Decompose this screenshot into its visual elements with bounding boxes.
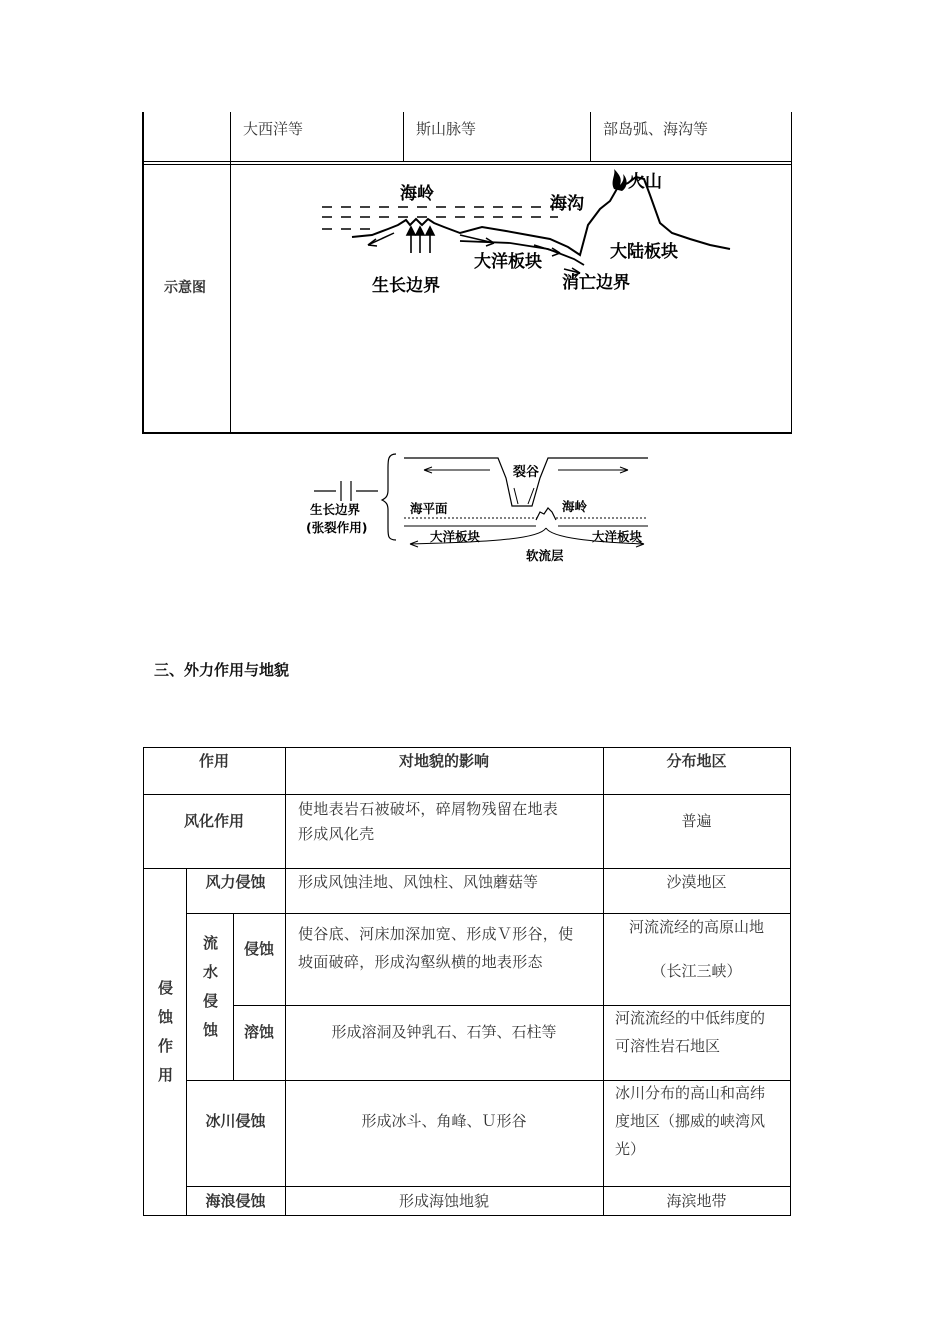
label-volcano: 火山 [628, 172, 662, 192]
upwelling-arrows [407, 227, 434, 253]
top-table-row-divider [142, 161, 792, 162]
row-water-erosion-name: 侵蚀 [243, 940, 274, 958]
water-label-char: 蚀 [203, 1021, 219, 1039]
label-ridge2: 海岭 [562, 499, 588, 514]
label-boundary-note: (张裂作用) [306, 520, 368, 535]
rift-arrows [514, 488, 534, 504]
brace [382, 454, 396, 540]
row-wind-effect: 形成风蚀洼地、风蚀柱、风蚀蘑菇等 [298, 873, 539, 891]
row-karst-region-line1: 河流流经的中低纬度的 [615, 1009, 766, 1027]
label-ridge: 海岭 [400, 184, 434, 204]
row-weathering-name: 风化作用 [183, 812, 244, 830]
erosion-label-char: 蚀 [158, 1008, 174, 1026]
label-sea-level: 海平面 [410, 501, 448, 516]
label-plate-right: 大洋板块 [592, 529, 643, 544]
row-weathering-region: 普遍 [681, 812, 712, 830]
label-rift: 裂谷 [513, 465, 540, 480]
label-plate-left: 大洋板块 [430, 529, 481, 544]
erosion-label-char: 用 [158, 1066, 174, 1084]
rift-diagram [300, 448, 670, 568]
row-wave-name: 海浪侵蚀 [205, 1192, 266, 1210]
label-oceanic-plate: 大洋板块 [474, 252, 542, 272]
plate-boundary-diagram [310, 165, 750, 300]
header-effect: 对地貌的影响 [398, 752, 489, 770]
volcano-icon [613, 169, 627, 191]
table-right-border [790, 747, 791, 1216]
water-label-char: 水 [203, 963, 219, 981]
row-glacier-region-line1: 冰川分布的高山和高纬 [615, 1084, 766, 1102]
label-growing-boundary: 生长边界 [372, 276, 440, 296]
row-weathering-effect-line2: 形成风化壳 [298, 825, 375, 843]
cell-atlantic: 大西洋等 [243, 120, 304, 138]
label-boundary: 生长边界 [310, 502, 361, 517]
row-weathering-effect-line1: 使地表岩石被破坏，碎屑物残留在地表 [298, 800, 559, 818]
row-water-erosion-effect-line1: 使谷底、河床加深加宽、形成Ｖ形谷，使 [298, 925, 574, 943]
row-divider [143, 868, 791, 869]
row-glacier-region-line3: 光） [615, 1140, 646, 1158]
row-glacier-name: 冰川侵蚀 [205, 1112, 266, 1130]
row-divider [233, 1005, 791, 1006]
row-water-erosion-effect-line2: 坡面破碎，形成沟壑纵横的地表形态 [298, 953, 543, 971]
arrowhead [368, 239, 377, 246]
row-karst-region-line2: 可溶性岩石地区 [615, 1037, 721, 1055]
header-region: 分布地区 [666, 752, 727, 770]
row-glacier-region-line2: 度地区（挪威的峡湾风 [615, 1112, 766, 1130]
row-wave-region: 海滨地带 [666, 1192, 727, 1210]
row-wind-region: 沙漠地区 [666, 873, 727, 891]
row-water-erosion-region-line2: （长江三峡） [651, 962, 742, 980]
section-title: 三、外力作用与地貌 [154, 661, 290, 679]
erosion-label-char: 侵 [158, 979, 174, 997]
col-divider [186, 868, 187, 1216]
row-karst-name: 溶蚀 [243, 1023, 274, 1041]
top-table-bottom-border [142, 432, 792, 434]
row-glacier-effect: 形成冰斗、角峰、Ｕ形谷 [361, 1112, 527, 1130]
cell-alps: 斯山脉等 [416, 120, 477, 138]
col-divider [285, 747, 286, 1216]
row-divider [186, 1080, 791, 1081]
row-divider [186, 1186, 791, 1187]
ridge-shape [536, 508, 556, 520]
row-label-diagram: 示意图 [164, 280, 206, 296]
water-label-char: 流 [203, 934, 219, 952]
table-bottom-border [143, 1215, 791, 1216]
row-wave-effect: 形成海蚀地貌 [398, 1192, 489, 1210]
row-divider [143, 747, 791, 748]
row-divider [186, 913, 791, 914]
label-asthenosphere: 软流层 [526, 548, 564, 563]
top-table-col-divider [403, 112, 404, 162]
erosion-label-char: 作 [158, 1037, 174, 1055]
water-label-char: 侵 [203, 992, 219, 1010]
label-subduction-boundary: 消亡边界 [562, 273, 630, 293]
label-continental-plate: 大陆板块 [610, 242, 678, 262]
row-water-erosion-region-line1: 河流流经的高原山地 [628, 918, 764, 936]
row-wind-name: 风力侵蚀 [205, 873, 266, 891]
row-divider [143, 794, 791, 795]
header-action: 作用 [198, 752, 229, 770]
row-karst-effect: 形成溶洞及钟乳石、石笋、石柱等 [331, 1023, 557, 1041]
growing-boundary-symbol [314, 481, 378, 501]
cell-island-arc: 部岛弧、海沟等 [603, 120, 709, 138]
label-trench: 海沟 [550, 194, 584, 214]
top-table-col-divider [590, 112, 591, 162]
